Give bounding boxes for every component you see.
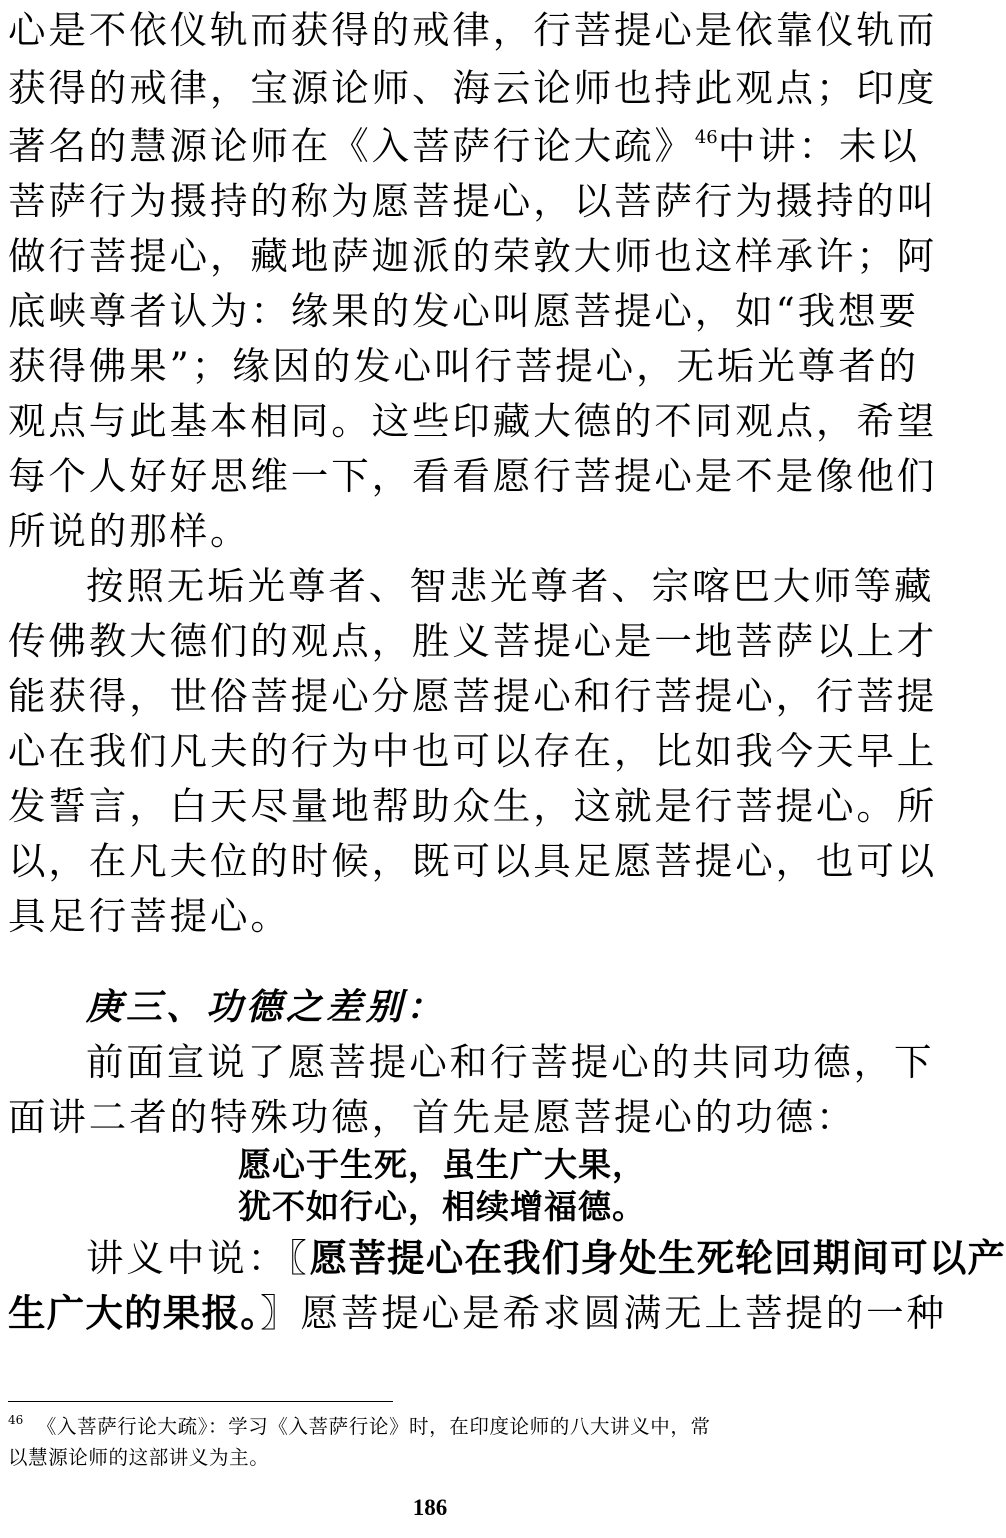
body-line: 每个人好好思维一下，看看愿行菩提心是不是像他们 [8,454,938,498]
body-line: 面讲二者的特殊功德，首先是愿菩提心的功德： [8,1095,857,1139]
verse-line: 犹不如行心，相续增福德。 [238,1187,646,1226]
section-heading: 庚三、功德之差别： [86,986,447,1028]
body-line: 心在我们凡夫的行为中也可以存在，比如我今天早上 [8,729,938,773]
body-line: 心是不依仪轨而获得的戒律，行菩提心是依靠仪轨而 [8,8,938,52]
body-text: 〗愿菩提心是希求圆满无上菩提的一种 [260,1291,947,1335]
body-text: 讲义中说：〖 [86,1236,310,1280]
commentary-quote: 愿菩提心在我们身处生死轮回期间可以产 [309,1236,1006,1280]
verse-line: 愿心于生死，虽生广大果， [238,1145,646,1184]
body-text: 中讲：未以 [717,124,920,168]
body-line: 获得的戒律，宝源论师、海云论师也持此观点；印度 [8,66,938,110]
body-line: 做行菩提心，藏地萨迦派的荣敦大师也这样承许；阿 [8,234,938,278]
body-line: 发誓言，白天尽量地帮助众生，这就是行菩提心。所 [8,784,938,828]
footnote-marker[interactable]: 46 [694,127,718,148]
footnote-number: 46 [8,1413,24,1427]
footnote-line [8,1412,852,1442]
body-line: 所说的那样。 [8,509,251,553]
body-line: 按照无垢光尊者、智悲光尊者、宗喀巴大师等藏 [86,564,935,608]
body-text: 著名的慧源论师在《入菩萨行论大疏》 [8,124,695,168]
commentary-quote: 生广大的果报。 [8,1291,261,1335]
body-line: 观点与此基本相同。这些印藏大德的不同观点，希望 [8,399,938,443]
body-line: 菩萨行为摄持的称为愿菩提心，以菩萨行为摄持的叫 [8,179,938,223]
footnote-line: 以慧源论师的这部讲义为主。 [8,1446,270,1469]
body-line [8,124,920,168]
page-number: 186 [412,1495,448,1520]
body-line: 获得佛果”；缘因的发心叫行菩提心，无垢光尊者的 [8,344,919,388]
body-line: 前面宣说了愿菩提心和行菩提心的共同功德，下 [86,1040,935,1084]
footnote-divider [8,1401,393,1402]
body-line [8,1291,947,1335]
body-line: 具足行菩提心。 [8,894,291,938]
body-line [86,1236,1006,1280]
footnote-text: 《入菩萨行论大疏》：学习《入菩萨行论》时，在印度论师的八大讲义中，常 [36,1415,711,1438]
body-line: 传佛教大德们的观点，胜义菩提心是一地菩萨以上才 [8,619,938,663]
body-line: 能获得，世俗菩提心分愿菩提心和行菩提心，行菩提 [8,674,938,718]
body-line: 以，在凡夫位的时候，既可以具足愿菩提心，也可以 [8,839,938,883]
body-line: 底峡尊者认为：缘果的发心叫愿菩提心，如“我想要 [8,289,919,333]
